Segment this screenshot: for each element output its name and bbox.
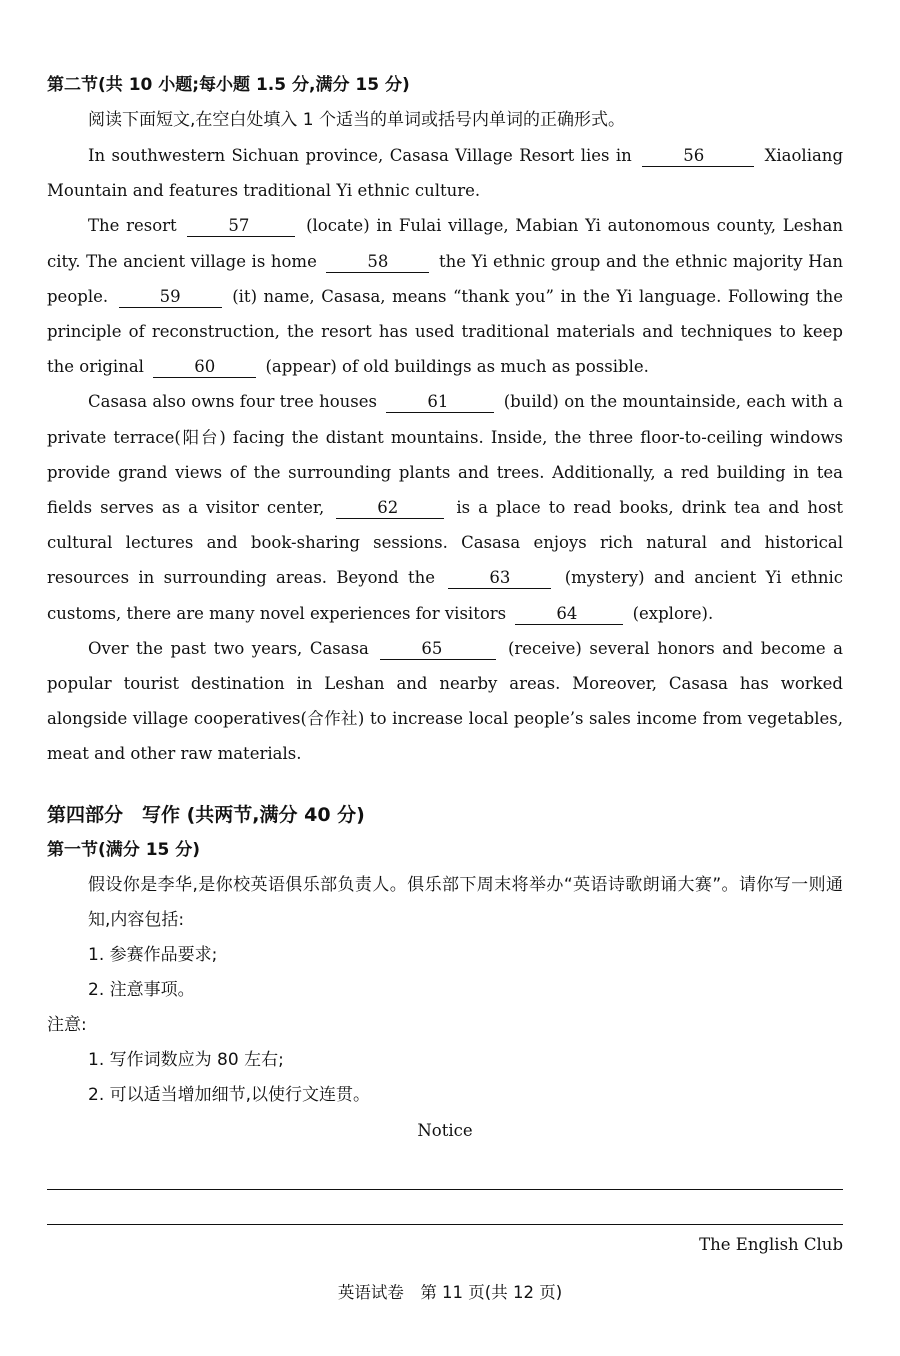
subsection-heading: 第一节(满分 15 分) <box>47 839 201 860</box>
blank-56[interactable]: 56 <box>642 146 754 167</box>
passage-paragraph-1 <box>47 138 843 208</box>
passage-paragraph-3 <box>47 384 843 630</box>
blank-57[interactable]: 57 <box>187 216 295 237</box>
note-item: 1. 写作词数应为 80 左右; <box>88 1049 284 1070</box>
passage-text: the Yi ethnic group and the ethnic majority Han people. <box>47 251 843 306</box>
passage-text: (locate) in Fulai village, Mabian Yi autonomous county, Leshan city. The ancient village is home <box>47 216 844 271</box>
passage-text: (appear) of old buildings as much as possible. <box>265 357 649 377</box>
note-label: 注意: <box>47 1014 87 1035</box>
blank-58[interactable]: 58 <box>326 252 429 273</box>
passage-text: (build) on the mountainside, each with a private terrace(阳台) facing the distant mountains. Inside, the three floor-to-ceiling windows provide grand views of the surrounding plants and trees. Additionally, a red building in tea fields serves as a visitor center, <box>47 392 844 518</box>
note-item: 2. 可以适当增加细节,以使行文连贯。 <box>88 1084 371 1105</box>
section-gap <box>47 772 843 798</box>
blank-65[interactable]: 65 <box>380 639 496 660</box>
answer-line[interactable] <box>47 1189 843 1190</box>
exam-page <box>47 68 843 1148</box>
part-heading: 第四部分 写作 (共两节,满分 40 分) <box>47 803 365 826</box>
blank-64[interactable]: 64 <box>515 604 623 625</box>
blank-60[interactable]: 60 <box>153 357 256 378</box>
passage-text: Xiaoliang Mountain and features traditional Yi ethnic culture. <box>47 146 843 201</box>
blank-61[interactable]: 61 <box>386 392 494 413</box>
page-footer: 英语试卷 第 11 页(共 12 页) <box>337 1283 563 1302</box>
notice-title: Notice <box>417 1120 473 1140</box>
passage-text: In southwestern Sichuan province, Casasa Village Resort lies in <box>88 146 632 165</box>
passage-paragraph-2 <box>47 208 843 384</box>
answer-line[interactable] <box>47 1224 843 1225</box>
section-instruction: 阅读下面短文,在空白处填入 1 个适当的单词或括号内单词的正确形式。 <box>88 110 626 130</box>
blank-59[interactable]: 59 <box>119 287 222 308</box>
passage-text: Over the past two years, Casasa <box>88 638 369 658</box>
blank-62[interactable]: 62 <box>336 498 444 519</box>
blank-63[interactable]: 63 <box>448 568 551 589</box>
prompt-item: 2. 注意事项。 <box>88 979 195 1000</box>
writing-prompt: 假设你是李华,是你校英语俱乐部负责人。俱乐部下周末将举办“英语诗歌朗诵大赛”。请你写一则通知,内容包括: <box>88 874 843 930</box>
passage-text: (receive) several honors and become a popular tourist destination in Leshan and nearby areas. Moreover, Casasa has worked alongside village cooperatives(合作社) to increase local people’s sales income from vegetables, meat and other raw materials. <box>47 638 844 764</box>
passage-text: (mystery) and ancient Yi ethnic customs, there are many novel experiences for visitors <box>47 568 843 623</box>
signature: The English Club <box>699 1235 843 1254</box>
passage-text: is a place to read books, drink tea and host cultural lectures and book-sharing sessions. Casasa enjoys rich natural and historical resources in surrounding areas. Beyond the <box>47 498 844 588</box>
passage-paragraph-4 <box>47 631 843 772</box>
passage-text: The resort <box>88 216 177 236</box>
section-heading: 第二节(共 10 小题;每小题 1.5 分,满分 15 分) <box>47 75 410 95</box>
prompt-item: 1. 参赛作品要求; <box>88 944 218 965</box>
passage-text: (explore). <box>632 603 714 623</box>
passage-text: Casasa also owns four tree houses <box>88 392 377 412</box>
passage-text: (it) name, Casasa, means “thank you” in the Yi language. Following the principle of reconstruction, the resort has used traditional materials and techniques to keep the original <box>47 286 843 377</box>
